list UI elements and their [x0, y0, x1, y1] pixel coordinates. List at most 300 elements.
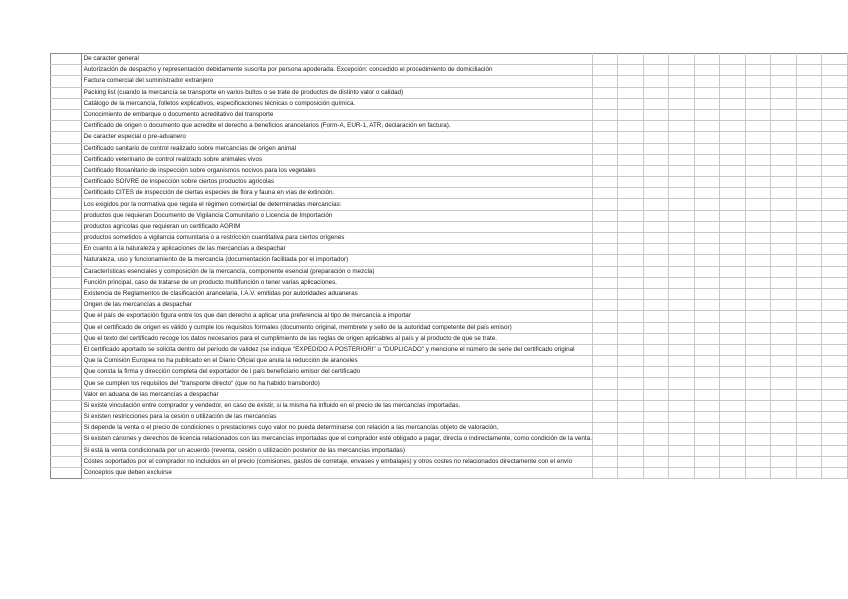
- empty-cell[interactable]: [643, 76, 669, 87]
- text-cell[interactable]: [81, 244, 592, 255]
- empty-cell[interactable]: [796, 165, 822, 176]
- empty-cell[interactable]: [796, 311, 822, 322]
- empty-cell[interactable]: [822, 154, 848, 165]
- empty-cell[interactable]: [771, 210, 796, 221]
- empty-cell[interactable]: [592, 65, 618, 76]
- empty-cell[interactable]: [745, 255, 771, 266]
- empty-cell[interactable]: [822, 356, 848, 367]
- empty-cell[interactable]: [796, 266, 822, 277]
- empty-cell[interactable]: [771, 277, 796, 288]
- empty-cell[interactable]: [796, 255, 822, 266]
- empty-cell[interactable]: [720, 143, 746, 154]
- empty-cell[interactable]: [771, 177, 796, 188]
- empty-cell[interactable]: [643, 389, 669, 400]
- row-header-cell[interactable]: [51, 143, 82, 154]
- row-header-cell[interactable]: [51, 87, 82, 98]
- empty-cell[interactable]: [618, 311, 643, 322]
- empty-cell[interactable]: [669, 54, 695, 65]
- empty-cell[interactable]: [720, 233, 746, 244]
- text-cell[interactable]: [81, 400, 592, 411]
- empty-cell[interactable]: [720, 344, 746, 355]
- empty-cell[interactable]: [669, 98, 695, 109]
- empty-cell[interactable]: [771, 423, 796, 434]
- empty-cell[interactable]: [771, 65, 796, 76]
- empty-cell[interactable]: [669, 199, 695, 210]
- empty-cell[interactable]: [694, 311, 719, 322]
- text-cell[interactable]: [81, 412, 592, 423]
- row-header-cell[interactable]: [51, 344, 82, 355]
- row-header-cell[interactable]: [51, 456, 82, 467]
- empty-cell[interactable]: [745, 378, 771, 389]
- empty-cell[interactable]: [618, 378, 643, 389]
- empty-cell[interactable]: [745, 412, 771, 423]
- empty-cell[interactable]: [643, 87, 669, 98]
- empty-cell[interactable]: [618, 199, 643, 210]
- empty-cell[interactable]: [618, 344, 643, 355]
- empty-cell[interactable]: [720, 65, 746, 76]
- text-cell[interactable]: [81, 199, 592, 210]
- empty-cell[interactable]: [745, 344, 771, 355]
- text-cell[interactable]: [81, 389, 592, 400]
- empty-cell[interactable]: [720, 132, 746, 143]
- empty-cell[interactable]: [618, 221, 643, 232]
- empty-cell[interactable]: [618, 423, 643, 434]
- empty-cell[interactable]: [822, 266, 848, 277]
- empty-cell[interactable]: [796, 210, 822, 221]
- text-cell[interactable]: [81, 121, 592, 132]
- empty-cell[interactable]: [643, 109, 669, 120]
- empty-cell[interactable]: [618, 445, 643, 456]
- empty-cell[interactable]: [771, 378, 796, 389]
- empty-cell[interactable]: [771, 255, 796, 266]
- empty-cell[interactable]: [669, 288, 695, 299]
- empty-cell[interactable]: [771, 98, 796, 109]
- empty-cell[interactable]: [618, 255, 643, 266]
- text-cell[interactable]: [81, 255, 592, 266]
- row-header-cell[interactable]: [51, 300, 82, 311]
- empty-cell[interactable]: [796, 300, 822, 311]
- empty-cell[interactable]: [643, 277, 669, 288]
- empty-cell[interactable]: [822, 188, 848, 199]
- empty-cell[interactable]: [592, 288, 618, 299]
- empty-cell[interactable]: [669, 311, 695, 322]
- empty-cell[interactable]: [592, 98, 618, 109]
- empty-cell[interactable]: [745, 121, 771, 132]
- empty-cell[interactable]: [771, 87, 796, 98]
- empty-cell[interactable]: [720, 445, 746, 456]
- empty-cell[interactable]: [592, 333, 618, 344]
- empty-cell[interactable]: [669, 434, 695, 445]
- empty-cell[interactable]: [618, 54, 643, 65]
- empty-cell[interactable]: [745, 266, 771, 277]
- empty-cell[interactable]: [643, 233, 669, 244]
- empty-cell[interactable]: [771, 467, 796, 478]
- empty-cell[interactable]: [592, 188, 618, 199]
- text-cell[interactable]: [81, 356, 592, 367]
- empty-cell[interactable]: [618, 300, 643, 311]
- empty-cell[interactable]: [669, 389, 695, 400]
- empty-cell[interactable]: [720, 255, 746, 266]
- empty-cell[interactable]: [669, 300, 695, 311]
- row-header-cell[interactable]: [51, 412, 82, 423]
- empty-cell[interactable]: [720, 98, 746, 109]
- row-header-cell[interactable]: [51, 165, 82, 176]
- empty-cell[interactable]: [592, 177, 618, 188]
- empty-cell[interactable]: [796, 177, 822, 188]
- empty-cell[interactable]: [796, 467, 822, 478]
- empty-cell[interactable]: [745, 98, 771, 109]
- empty-cell[interactable]: [720, 288, 746, 299]
- empty-cell[interactable]: [592, 467, 618, 478]
- empty-cell[interactable]: [592, 400, 618, 411]
- empty-cell[interactable]: [643, 456, 669, 467]
- empty-cell[interactable]: [745, 456, 771, 467]
- empty-cell[interactable]: [643, 300, 669, 311]
- row-header-cell[interactable]: [51, 255, 82, 266]
- empty-cell[interactable]: [669, 109, 695, 120]
- empty-cell[interactable]: [618, 87, 643, 98]
- empty-cell[interactable]: [822, 87, 848, 98]
- row-header-cell[interactable]: [51, 210, 82, 221]
- empty-cell[interactable]: [822, 333, 848, 344]
- empty-cell[interactable]: [822, 456, 848, 467]
- empty-cell[interactable]: [694, 199, 719, 210]
- empty-cell[interactable]: [822, 255, 848, 266]
- empty-cell[interactable]: [592, 165, 618, 176]
- row-header-cell[interactable]: [51, 356, 82, 367]
- empty-cell[interactable]: [796, 143, 822, 154]
- row-header-cell[interactable]: [51, 233, 82, 244]
- empty-cell[interactable]: [745, 177, 771, 188]
- empty-cell[interactable]: [618, 266, 643, 277]
- empty-cell[interactable]: [694, 333, 719, 344]
- empty-cell[interactable]: [618, 210, 643, 221]
- empty-cell[interactable]: [796, 333, 822, 344]
- empty-cell[interactable]: [694, 300, 719, 311]
- empty-cell[interactable]: [643, 188, 669, 199]
- empty-cell[interactable]: [618, 434, 643, 445]
- row-header-cell[interactable]: [51, 76, 82, 87]
- empty-cell[interactable]: [771, 233, 796, 244]
- empty-cell[interactable]: [694, 400, 719, 411]
- empty-cell[interactable]: [822, 233, 848, 244]
- empty-cell[interactable]: [669, 76, 695, 87]
- empty-cell[interactable]: [592, 423, 618, 434]
- empty-cell[interactable]: [694, 255, 719, 266]
- text-cell[interactable]: [81, 311, 592, 322]
- row-header-cell[interactable]: [51, 121, 82, 132]
- empty-cell[interactable]: [592, 412, 618, 423]
- empty-cell[interactable]: [694, 288, 719, 299]
- empty-cell[interactable]: [822, 412, 848, 423]
- empty-cell[interactable]: [694, 188, 719, 199]
- text-cell[interactable]: [81, 87, 592, 98]
- empty-cell[interactable]: [771, 300, 796, 311]
- empty-cell[interactable]: [694, 210, 719, 221]
- empty-cell[interactable]: [643, 311, 669, 322]
- empty-cell[interactable]: [669, 400, 695, 411]
- empty-cell[interactable]: [618, 288, 643, 299]
- empty-cell[interactable]: [771, 266, 796, 277]
- empty-cell[interactable]: [771, 143, 796, 154]
- empty-cell[interactable]: [771, 188, 796, 199]
- text-cell[interactable]: [81, 378, 592, 389]
- row-header-cell[interactable]: [51, 288, 82, 299]
- empty-cell[interactable]: [694, 177, 719, 188]
- empty-cell[interactable]: [822, 367, 848, 378]
- empty-cell[interactable]: [796, 188, 822, 199]
- empty-cell[interactable]: [796, 109, 822, 120]
- empty-cell[interactable]: [771, 400, 796, 411]
- empty-cell[interactable]: [694, 87, 719, 98]
- empty-cell[interactable]: [745, 467, 771, 478]
- empty-cell[interactable]: [618, 456, 643, 467]
- empty-cell[interactable]: [745, 221, 771, 232]
- empty-cell[interactable]: [669, 467, 695, 478]
- text-cell[interactable]: [81, 367, 592, 378]
- empty-cell[interactable]: [669, 367, 695, 378]
- row-header-cell[interactable]: [51, 322, 82, 333]
- row-header-cell[interactable]: [51, 434, 82, 445]
- text-cell[interactable]: [81, 221, 592, 232]
- empty-cell[interactable]: [618, 154, 643, 165]
- empty-cell[interactable]: [694, 221, 719, 232]
- empty-cell[interactable]: [694, 121, 719, 132]
- empty-cell[interactable]: [822, 65, 848, 76]
- empty-cell[interactable]: [643, 423, 669, 434]
- empty-cell[interactable]: [669, 188, 695, 199]
- empty-cell[interactable]: [694, 244, 719, 255]
- empty-cell[interactable]: [694, 434, 719, 445]
- row-header-cell[interactable]: [51, 277, 82, 288]
- empty-cell[interactable]: [592, 132, 618, 143]
- empty-cell[interactable]: [822, 210, 848, 221]
- empty-cell[interactable]: [822, 143, 848, 154]
- empty-cell[interactable]: [771, 221, 796, 232]
- empty-cell[interactable]: [822, 76, 848, 87]
- empty-cell[interactable]: [720, 154, 746, 165]
- empty-cell[interactable]: [694, 423, 719, 434]
- empty-cell[interactable]: [618, 109, 643, 120]
- empty-cell[interactable]: [745, 434, 771, 445]
- empty-cell[interactable]: [771, 121, 796, 132]
- empty-cell[interactable]: [592, 121, 618, 132]
- empty-cell[interactable]: [643, 177, 669, 188]
- empty-cell[interactable]: [669, 445, 695, 456]
- row-header-cell[interactable]: [51, 378, 82, 389]
- empty-cell[interactable]: [745, 76, 771, 87]
- empty-cell[interactable]: [592, 210, 618, 221]
- empty-cell[interactable]: [745, 333, 771, 344]
- empty-cell[interactable]: [720, 300, 746, 311]
- text-cell[interactable]: [81, 154, 592, 165]
- empty-cell[interactable]: [643, 65, 669, 76]
- empty-cell[interactable]: [822, 322, 848, 333]
- empty-cell[interactable]: [771, 288, 796, 299]
- empty-cell[interactable]: [592, 344, 618, 355]
- empty-cell[interactable]: [592, 143, 618, 154]
- empty-cell[interactable]: [771, 344, 796, 355]
- empty-cell[interactable]: [669, 221, 695, 232]
- text-cell[interactable]: [81, 109, 592, 120]
- empty-cell[interactable]: [618, 412, 643, 423]
- empty-cell[interactable]: [643, 266, 669, 277]
- empty-cell[interactable]: [669, 121, 695, 132]
- text-cell[interactable]: [81, 98, 592, 109]
- row-header-cell[interactable]: [51, 98, 82, 109]
- empty-cell[interactable]: [643, 132, 669, 143]
- empty-cell[interactable]: [796, 244, 822, 255]
- empty-cell[interactable]: [771, 54, 796, 65]
- empty-cell[interactable]: [745, 65, 771, 76]
- text-cell[interactable]: [81, 434, 592, 445]
- empty-cell[interactable]: [643, 121, 669, 132]
- empty-cell[interactable]: [669, 277, 695, 288]
- empty-cell[interactable]: [796, 356, 822, 367]
- empty-cell[interactable]: [669, 165, 695, 176]
- empty-cell[interactable]: [694, 109, 719, 120]
- empty-cell[interactable]: [669, 233, 695, 244]
- row-header-cell[interactable]: [51, 199, 82, 210]
- empty-cell[interactable]: [592, 434, 618, 445]
- empty-cell[interactable]: [745, 423, 771, 434]
- empty-cell[interactable]: [771, 322, 796, 333]
- empty-cell[interactable]: [771, 389, 796, 400]
- row-header-cell[interactable]: [51, 423, 82, 434]
- empty-cell[interactable]: [822, 344, 848, 355]
- empty-cell[interactable]: [720, 456, 746, 467]
- empty-cell[interactable]: [669, 322, 695, 333]
- empty-cell[interactable]: [592, 367, 618, 378]
- empty-cell[interactable]: [643, 412, 669, 423]
- empty-cell[interactable]: [643, 54, 669, 65]
- empty-cell[interactable]: [822, 244, 848, 255]
- empty-cell[interactable]: [771, 132, 796, 143]
- empty-cell[interactable]: [694, 65, 719, 76]
- empty-cell[interactable]: [669, 244, 695, 255]
- empty-cell[interactable]: [669, 412, 695, 423]
- empty-cell[interactable]: [720, 322, 746, 333]
- empty-cell[interactable]: [745, 244, 771, 255]
- empty-cell[interactable]: [822, 400, 848, 411]
- empty-cell[interactable]: [796, 132, 822, 143]
- text-cell[interactable]: [81, 277, 592, 288]
- empty-cell[interactable]: [669, 177, 695, 188]
- empty-cell[interactable]: [745, 109, 771, 120]
- empty-cell[interactable]: [745, 322, 771, 333]
- empty-cell[interactable]: [592, 356, 618, 367]
- empty-cell[interactable]: [694, 412, 719, 423]
- row-header-cell[interactable]: [51, 333, 82, 344]
- empty-cell[interactable]: [694, 344, 719, 355]
- empty-cell[interactable]: [669, 255, 695, 266]
- empty-cell[interactable]: [720, 311, 746, 322]
- empty-cell[interactable]: [618, 400, 643, 411]
- empty-cell[interactable]: [694, 367, 719, 378]
- empty-cell[interactable]: [745, 356, 771, 367]
- empty-cell[interactable]: [669, 65, 695, 76]
- empty-cell[interactable]: [694, 76, 719, 87]
- text-cell[interactable]: [81, 344, 592, 355]
- empty-cell[interactable]: [592, 378, 618, 389]
- row-header-cell[interactable]: [51, 188, 82, 199]
- empty-cell[interactable]: [592, 266, 618, 277]
- empty-cell[interactable]: [745, 445, 771, 456]
- empty-cell[interactable]: [618, 322, 643, 333]
- empty-cell[interactable]: [720, 199, 746, 210]
- empty-cell[interactable]: [618, 98, 643, 109]
- empty-cell[interactable]: [796, 121, 822, 132]
- text-cell[interactable]: [81, 165, 592, 176]
- empty-cell[interactable]: [643, 165, 669, 176]
- text-cell[interactable]: [81, 266, 592, 277]
- empty-cell[interactable]: [669, 456, 695, 467]
- empty-cell[interactable]: [771, 199, 796, 210]
- empty-cell[interactable]: [669, 143, 695, 154]
- empty-cell[interactable]: [592, 445, 618, 456]
- empty-cell[interactable]: [592, 277, 618, 288]
- empty-cell[interactable]: [592, 255, 618, 266]
- empty-cell[interactable]: [618, 188, 643, 199]
- empty-cell[interactable]: [669, 333, 695, 344]
- text-cell[interactable]: [81, 467, 592, 478]
- empty-cell[interactable]: [745, 132, 771, 143]
- text-cell[interactable]: [81, 54, 592, 65]
- empty-cell[interactable]: [669, 266, 695, 277]
- empty-cell[interactable]: [796, 76, 822, 87]
- empty-cell[interactable]: [618, 333, 643, 344]
- text-cell[interactable]: [81, 65, 592, 76]
- empty-cell[interactable]: [643, 288, 669, 299]
- empty-cell[interactable]: [771, 154, 796, 165]
- empty-cell[interactable]: [771, 434, 796, 445]
- empty-cell[interactable]: [771, 244, 796, 255]
- empty-cell[interactable]: [796, 221, 822, 232]
- empty-cell[interactable]: [771, 333, 796, 344]
- empty-cell[interactable]: [669, 378, 695, 389]
- empty-cell[interactable]: [694, 266, 719, 277]
- empty-cell[interactable]: [720, 221, 746, 232]
- empty-cell[interactable]: [669, 344, 695, 355]
- row-header-cell[interactable]: [51, 389, 82, 400]
- empty-cell[interactable]: [592, 221, 618, 232]
- empty-cell[interactable]: [669, 356, 695, 367]
- empty-cell[interactable]: [720, 367, 746, 378]
- empty-cell[interactable]: [720, 87, 746, 98]
- empty-cell[interactable]: [720, 467, 746, 478]
- row-header-cell[interactable]: [51, 445, 82, 456]
- empty-cell[interactable]: [592, 199, 618, 210]
- empty-cell[interactable]: [618, 65, 643, 76]
- empty-cell[interactable]: [796, 87, 822, 98]
- empty-cell[interactable]: [694, 378, 719, 389]
- empty-cell[interactable]: [720, 356, 746, 367]
- empty-cell[interactable]: [796, 423, 822, 434]
- empty-cell[interactable]: [796, 322, 822, 333]
- empty-cell[interactable]: [822, 54, 848, 65]
- empty-cell[interactable]: [745, 87, 771, 98]
- empty-cell[interactable]: [694, 154, 719, 165]
- empty-cell[interactable]: [592, 76, 618, 87]
- empty-cell[interactable]: [796, 288, 822, 299]
- empty-cell[interactable]: [771, 109, 796, 120]
- empty-cell[interactable]: [720, 423, 746, 434]
- empty-cell[interactable]: [618, 177, 643, 188]
- empty-cell[interactable]: [822, 165, 848, 176]
- empty-cell[interactable]: [643, 210, 669, 221]
- empty-cell[interactable]: [618, 143, 643, 154]
- empty-cell[interactable]: [720, 400, 746, 411]
